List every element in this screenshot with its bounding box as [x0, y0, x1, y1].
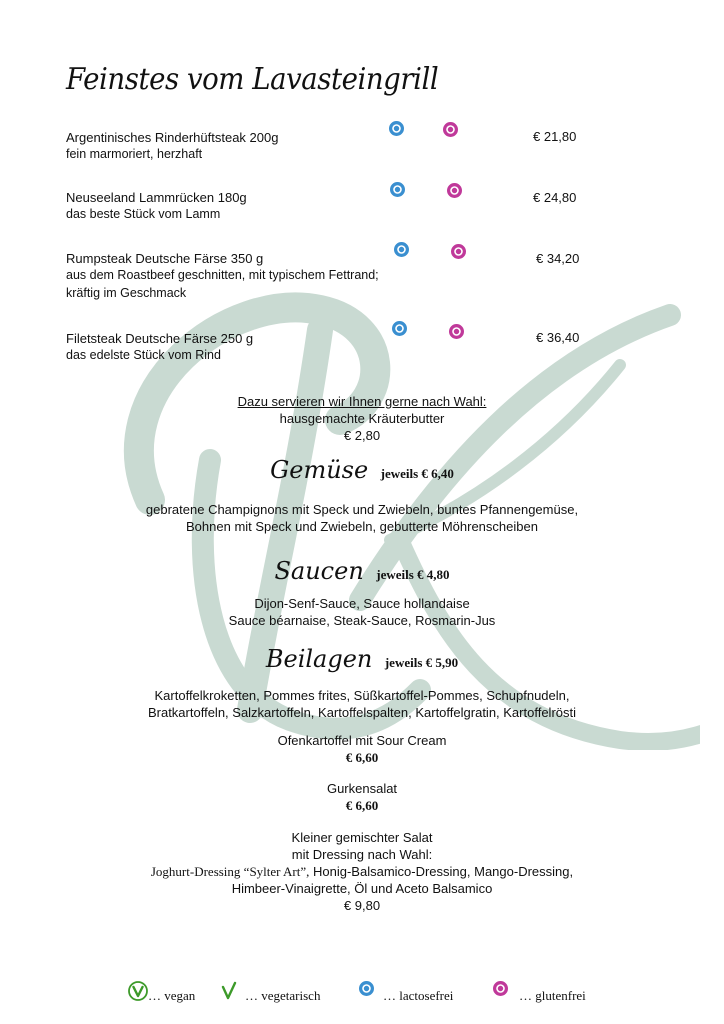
saucen-header: [0, 557, 724, 585]
butter-price: € 2,80: [343, 428, 381, 443]
legend-vegetarisch: … vegetarisch: [245, 988, 321, 1003]
vegetarian-icon: [220, 981, 238, 1006]
legend-lactosefrei: … lactosefrei: [383, 988, 454, 1003]
lactose-free-icon: [390, 182, 405, 197]
dish-name: Argentinisches Rinderhüftsteak 200g: [66, 130, 279, 145]
lactose-free-icon: [359, 981, 374, 996]
butter-intro: Dazu servieren wir Ihnen gerne nach Wahl:: [237, 394, 487, 409]
section-heading: Beilagen: [265, 645, 373, 673]
vegan-icon: [128, 981, 148, 1006]
salat-dressings-line2: Himbeer-Vinaigrette, Öl und Aceto Balsamico: [231, 881, 493, 896]
salat-price: € 9,80: [343, 898, 381, 913]
ofenkartoffel-price: € 6,60: [345, 750, 379, 765]
dressing-prefix: Joghurt-Dressing “Sylter Art”,: [150, 864, 310, 879]
menu-item: [66, 250, 379, 302]
lactose-free-icon: [394, 242, 409, 257]
saucen-line: Dijon-Senf-Sauce, Sauce hollandaise: [254, 596, 470, 611]
legend-vegan: … vegan: [148, 988, 196, 1003]
gluten-free-icon: [447, 183, 462, 198]
dish-description: das beste Stück vom Lamm: [66, 207, 221, 221]
section-price: jeweils € 4,80: [376, 567, 450, 582]
salat-dressings: [0, 863, 724, 880]
dish-price: € 36,40: [536, 330, 580, 345]
section-title: Feinstes vom Lavasteingrill: [66, 62, 439, 97]
menu-item: [66, 129, 278, 164]
gluten-free-icon: [493, 981, 508, 996]
beilagen-line: Bratkartoffeln, Salzkartoffeln, Kartoffelspalten, Kartoffelgratin, Kartoffelrösti: [147, 705, 577, 720]
dish-name: Rumpsteak Deutsche Färse 350 g: [66, 251, 264, 266]
lactose-free-icon: [389, 121, 404, 136]
saucen-line: Sauce béarnaise, Steak-Sauce, Rosmarin-Jus: [228, 613, 496, 628]
gurkensalat-name: Gurkensalat: [326, 781, 398, 796]
menu-item: [66, 330, 253, 365]
gemuese-line: Bohnen mit Speck und Zwiebeln, gebutterte Möhrenscheiben: [186, 519, 538, 534]
gluten-free-icon: [451, 244, 466, 259]
section-heading: Saucen: [274, 557, 364, 585]
dish-price: € 21,80: [533, 129, 577, 144]
gluten-free-icon: [449, 324, 464, 339]
menu-item: [66, 189, 247, 224]
beilagen-line: Kartoffelkroketten, Pommes frites, Süßkartoffel-Pommes, Schupfnudeln,: [154, 688, 570, 703]
dish-name: Filetsteak Deutsche Färse 250 g: [66, 331, 254, 346]
section-price: jeweils € 5,90: [384, 655, 459, 670]
gluten-free-icon: [443, 122, 458, 137]
dish-name: Neuseeland Lammrücken 180g: [66, 190, 247, 205]
dish-description: aus dem Roastbeef geschnitten, mit typischem Fettrand;: [66, 268, 379, 282]
section-heading: Gemüse: [270, 456, 369, 484]
dish-price: € 34,20: [536, 251, 580, 266]
dish-price: € 24,80: [533, 190, 577, 205]
gurkensalat-price: € 6,60: [345, 798, 379, 813]
beilagen-header: [0, 645, 724, 673]
dish-description: das edelste Stück vom Rind: [66, 348, 221, 362]
section-price: jeweils € 6,40: [380, 466, 454, 481]
legend-glutenfrei: … glutenfrei: [519, 988, 586, 1003]
lactose-free-icon: [392, 321, 407, 336]
gemuese-line: gebratene Champignons mit Speck und Zwiebeln, buntes Pfannengemüse,: [145, 502, 579, 517]
gemuese-header: [0, 456, 724, 484]
dressing-rest: Honig-Balsamico-Dressing, Mango-Dressing,: [309, 864, 574, 879]
dish-description: kräftig im Geschmack: [66, 285, 187, 300]
dish-description: fein marmoriert, herzhaft: [66, 147, 203, 161]
salat-name: Kleiner gemischter Salat: [291, 830, 433, 845]
ofenkartoffel-name: Ofenkartoffel mit Sour Cream: [277, 733, 447, 748]
butter-item: hausgemachte Kräuterbutter: [279, 411, 445, 426]
salat-sub: mit Dressing nach Wahl:: [291, 847, 433, 862]
